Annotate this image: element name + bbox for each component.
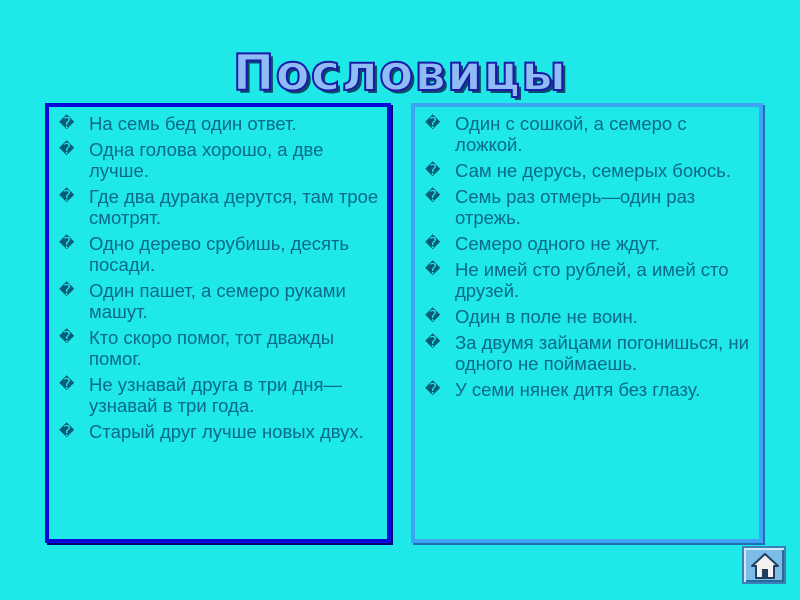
home-button[interactable] xyxy=(742,546,786,584)
proverbs-panel-right xyxy=(411,103,763,543)
proverb-item xyxy=(425,379,753,400)
bullet-icon: � xyxy=(59,187,75,205)
proverb-item xyxy=(59,233,381,275)
proverb-text: Один пашет, а семеро руками машут. xyxy=(89,280,346,322)
page-title: Пословицы xyxy=(232,44,568,102)
bullet-icon: � xyxy=(425,307,441,325)
bullet-icon: � xyxy=(59,140,75,158)
proverb-item xyxy=(59,113,381,134)
home-icon xyxy=(750,551,780,581)
proverb-text: У семи нянек дитя без глазу. xyxy=(455,379,701,400)
proverb-item xyxy=(425,306,753,327)
bullet-icon: � xyxy=(59,234,75,252)
proverbs-panel-left xyxy=(45,103,391,543)
proverb-text: Сам не дерусь, семерых боюсь. xyxy=(455,160,732,181)
proverb-text: Не имей сто рублей, а имей сто друзей. xyxy=(455,259,729,301)
proverb-item xyxy=(425,332,753,374)
proverb-item xyxy=(59,421,381,442)
proverb-text: Одна голова хорошо, а две лучше. xyxy=(89,139,324,181)
proverb-text: На семь бед один ответ. xyxy=(89,113,297,134)
proverb-item xyxy=(425,259,753,301)
proverb-text: За двумя зайцами погонишься, ни одного не поймаешь. xyxy=(455,332,749,374)
proverb-item xyxy=(425,233,753,254)
proverb-text: Один с сошкой, а семеро с ложкой. xyxy=(455,113,687,155)
proverb-text: Кто скоро помог, тот дважды помог. xyxy=(89,327,335,369)
bullet-icon: � xyxy=(425,333,441,351)
proverb-text: Где два дурака дерутся, там трое смотрят. xyxy=(89,186,379,228)
proverb-item xyxy=(59,280,381,322)
proverb-item xyxy=(59,186,381,228)
proverb-text: Один в поле не воин. xyxy=(455,306,638,327)
bullet-icon: � xyxy=(59,114,75,132)
proverb-item xyxy=(425,113,753,155)
bullet-icon: � xyxy=(59,422,75,440)
bullet-icon: � xyxy=(59,281,75,299)
proverbs-list-left xyxy=(49,107,387,442)
proverb-item xyxy=(59,374,381,416)
bullet-icon: � xyxy=(425,187,441,205)
proverb-item xyxy=(425,186,753,228)
bullet-icon: � xyxy=(425,380,441,398)
bullet-icon: � xyxy=(59,328,75,346)
proverb-item xyxy=(59,327,381,369)
proverb-text: Семь раз отмерь—один раз отрежь. xyxy=(455,186,696,228)
proverb-text: Не узнавай друга в три дня—узнавай в три года. xyxy=(89,374,343,416)
bullet-icon: � xyxy=(425,234,441,252)
bullet-icon: � xyxy=(425,114,441,132)
proverb-item xyxy=(425,160,753,181)
proverb-item xyxy=(59,139,381,181)
proverb-text: Семеро одного не ждут. xyxy=(455,233,660,254)
proverb-text: Одно дерево срубишь, десять посади. xyxy=(89,233,350,275)
bullet-icon: � xyxy=(425,161,441,179)
proverb-text: Старый друг лучше новых двух. xyxy=(89,421,364,442)
bullet-icon: � xyxy=(425,260,441,278)
bullet-icon: � xyxy=(59,375,75,393)
proverbs-list-right xyxy=(415,107,759,400)
